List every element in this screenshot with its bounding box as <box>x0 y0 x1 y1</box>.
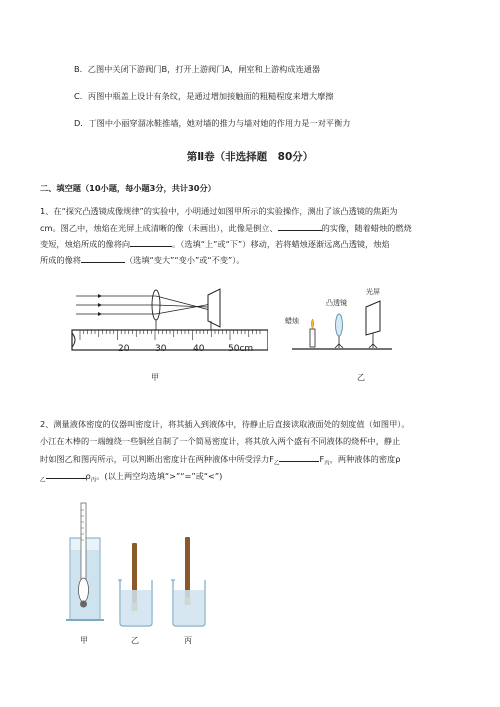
q1-caption-yi: 乙 <box>357 373 365 382</box>
q1-figure-yi <box>282 285 402 360</box>
q1-line-3b-text: 。（选填“上”或“下”）移动，若将蜡烛逐渐远离凸透镜，烛焰 <box>172 239 390 249</box>
ruler-label-40: 40 <box>193 344 205 354</box>
label-screen: 光屏 <box>366 288 380 296</box>
q2-sub-yi-2: 乙 <box>40 477 46 484</box>
q2-line-4a-text: ρ <box>85 471 91 481</box>
q2-figure-jia <box>62 498 112 628</box>
q2-caption-yi: 乙 <box>131 636 139 645</box>
lens-icon <box>336 314 343 336</box>
q1-line-2-text: cm。图乙中，烛焰在光屏上成清晰的像（未画出），此像是倒立、 <box>40 223 278 233</box>
light-screen-icon <box>366 301 380 335</box>
ruler-label-50cm: 50cm <box>228 344 254 354</box>
q1-blank-1[interactable] <box>278 222 322 231</box>
q1-line-1: 1、在“探究凸透镜成像规律”的实验中，小明通过如图甲所示的实验操作，测出了该凸透镜的焦距为 <box>40 206 398 216</box>
q2-caption-bing: 丙 <box>184 636 192 645</box>
option-d: D．丁图中小丽穿溜冰鞋推墙，她对墙的推力与墙对她的作用力是一对平衡力 <box>74 118 351 128</box>
hydrometer-icon <box>81 503 86 581</box>
q2-blank-1[interactable] <box>279 453 319 462</box>
option-c: C．丙图中瓶盖上设计有条纹，是通过增加接触面的粗糙程度来增大摩擦 <box>74 91 334 101</box>
q2-caption-jia: 甲 <box>80 636 88 645</box>
q2-blank-2[interactable] <box>46 470 86 479</box>
option-b: B．乙图中关闭下游阀门B，打开上游阀门A，闸室和上游构成连通器 <box>74 64 321 74</box>
section-title: 第Ⅱ卷（非选择题 80分） <box>186 151 314 163</box>
q1-line-2 <box>40 222 474 234</box>
q1-line-3 <box>40 238 474 250</box>
ruler-label-30: 30 <box>155 344 167 354</box>
q2-sub-yi-1: 乙 <box>273 460 280 467</box>
q2-line-1: 2、测量液体密度的仪器叫密度计，将其插入到液体中，待静止后直接读取液面处的刻度值（如图甲）。 <box>40 419 410 429</box>
q2-line-3b-text: F <box>319 454 325 464</box>
q2-line-3a-text: 时如图乙和图丙所示，可以判断出密度计在两种液体中所受浮力F <box>40 454 274 464</box>
q1-line-4 <box>40 254 474 266</box>
q1-line-4a-text: 所成的像将 <box>40 255 81 265</box>
question-type-heading: 二、填空题（10小题，每小题3分，共计30分） <box>40 183 216 193</box>
q1-line-2b-text: 的实像，随着蜡烛的燃烧 <box>321 223 412 233</box>
q1-line-3a-text: 变短，烛焰所成的像将向 <box>40 239 131 249</box>
q2-line-4 <box>40 470 474 487</box>
screen-icon <box>208 289 220 327</box>
light-rays <box>76 296 213 314</box>
q2-line-2: 小江在木棒的一端缠绕一些铜丝自制了一个简易密度计，将其放入两个盛有不同液体的烧杯中，静止 <box>40 436 401 446</box>
q1-blank-2[interactable] <box>130 238 172 247</box>
q1-line-4b-text: （选填“变大”“变小”或“不变”）。 <box>124 255 245 265</box>
q2-sub-bing-1: 丙 <box>324 460 330 467</box>
q1-caption-jia: 甲 <box>151 373 159 382</box>
q2-line-3 <box>40 453 474 470</box>
label-lens: 凸透镜 <box>326 299 347 307</box>
q2-figure-bing <box>170 535 210 630</box>
candle-icon <box>310 329 315 347</box>
label-candle: 蜡烛 <box>285 317 299 325</box>
q2-sub-bing-2: 丙 <box>90 477 97 484</box>
q1-blank-3[interactable] <box>81 254 125 263</box>
q1-figure-jia <box>68 285 268 360</box>
q2-line-3c-text: ，两种液体的密度ρ <box>329 454 401 464</box>
ruler-label-20: 20 <box>118 344 130 354</box>
q2-figure-yi <box>117 535 157 630</box>
q2-line-4b-text: 。(以上两空均选填“>”“=”或“<”) <box>96 471 223 481</box>
